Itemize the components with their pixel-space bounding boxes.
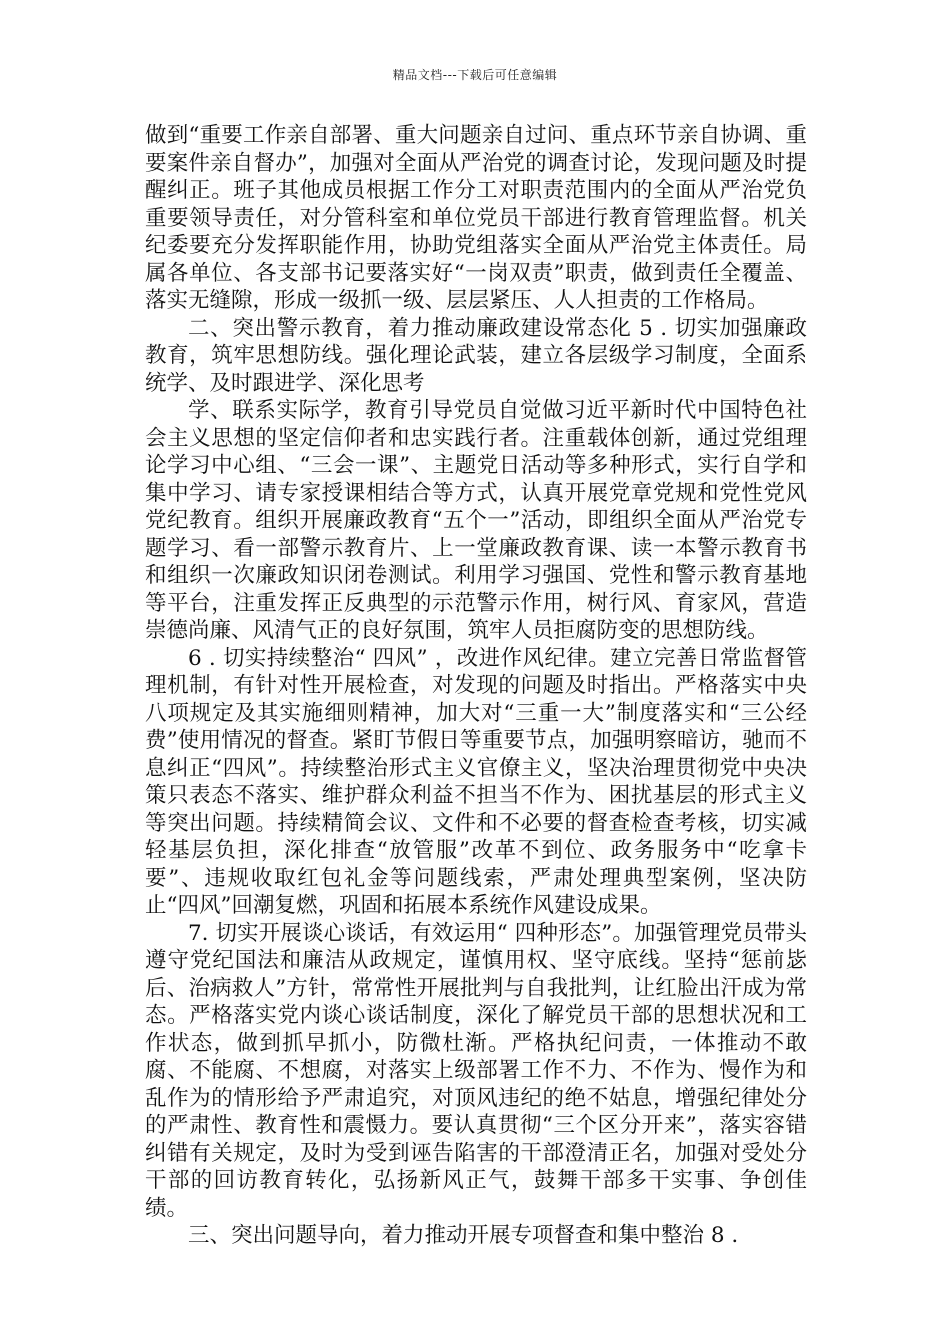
paragraph-item-seven: 7. 切实开展谈心谈话，有效运用“ 四种形态”。加强管理党员带头遵守党纪国法和廉洁从政规定，谨慎用权、坚守底线。坚持“惩前毖后、治病救人”方针，常常性开展批判与自我批判，让红脸出汗成为常态。严格落实党内谈心谈话制度，深化了解党员干部的思想状况和工作状态，做到抓早抓小，防微杜渐。严格执纪问责，一体推动不敢腐、不能腐、不想腐，对落实上级部署工作不力、不作为、慢作为和乱作为的情形给予严肃追究，对顶风违纪的绝不姑息，增强纪律处分的严肃性、教育性和震慑力。要认真贯彻“三个区分开来”，落实容错纠错有关规定，及时为受到诬告陷害的干部澄清正名，加强对受处分干部的回访教育转化，弘扬新风正气，鼓舞干部多干实事、争创佳绩。 — [145, 920, 807, 1221]
document-body — [145, 122, 807, 1250]
paragraph-section-two-heading: 二、突出警示教育，着力推动廉政建设常态化 5 . 切实加强廉政教育，筑牢思想防线。强化理论武装，建立各层级学习制度，全面系统学、及时跟进学、深化思考 — [145, 315, 807, 396]
paragraph-item-six: 6 . 切实持续整治“ 四风” ，改进作风纪律。建立完善日常监督管理机制，有针对性开展检查，对发现的问题及时指出。严格落实中央八项规定及其实施细则精神，加大对“三重一大”制度落实和“三公经费”使用情况的督查。紧盯节假日等重要节点，加强明察暗访，驰而不息纠正“四风”。持续整治形式主义官僚主义，坚决治理贯彻党中央决策只表态不落实、维护群众利益不担当不作为、困扰基层的形式主义等突出问题。持续精简会议、文件和不必要的督查检查考核，切实减轻基层负担，深化排查“放管服”改革不到位、政务服务中“吃拿卡要”、违规收取红包礼金等问题线索，严肃处理典型案例，坚决防止“四风”回潮复燃，巩固和拓展本系统作风建设成果。 — [145, 645, 807, 918]
paragraph-section-three-heading: 三、突出问题导向，着力推动开展专项督查和集中整治 8 . — [188, 1223, 739, 1248]
page-header: 精品文档---下载后可任意编辑 — [392, 68, 558, 82]
paragraph-study-education: 学、联系实际学，教育引导党员自觉做习近平新时代中国特色社会主义思想的坚定信仰者和忠实践行者。注重载体创新，通过党组理论学习中心组、“三会一课”、主题党日活动等多种形式，实行自学和集中学习、请专家授课相结合等方式，认真开展党章党规和党性党风党纪教育。组织开展廉政教育“五个一”活动，即组织全面从严治党专题学习、看一部警示教育片、上一堂廉政教育课、读一本警示教育书和组织一次廉政知识闭卷测试。利用学习强国、党性和警示教育基地等平台，注重发挥正反典型的示范警示作用，树行风、育家风，营造崇德尚廉、风清气正的良好氛围，筑牢人员拒腐防变的思想防线。 — [145, 398, 807, 643]
paragraph-responsibility: 做到“重要工作亲自部署、重大问题亲自过问、重点环节亲自协调、重要案件亲自督办”，加强对全面从严治党的调查讨论，发现问题及时提醒纠正。班子其他成员根据工作分工对职责范围内的全面从严治党负重要领导责任，对分管科室和单位党员干部进行教育管理监督。机关纪委要充分发挥职能作用，协助党组落实全面从严治党主体责任。局属各单位、各支部书记要落实好“一岗双责”职责，做到责任全覆盖、落实无缝隙，形成一级抓一级、层层紧压、人人担责的工作格局。 — [145, 123, 807, 313]
